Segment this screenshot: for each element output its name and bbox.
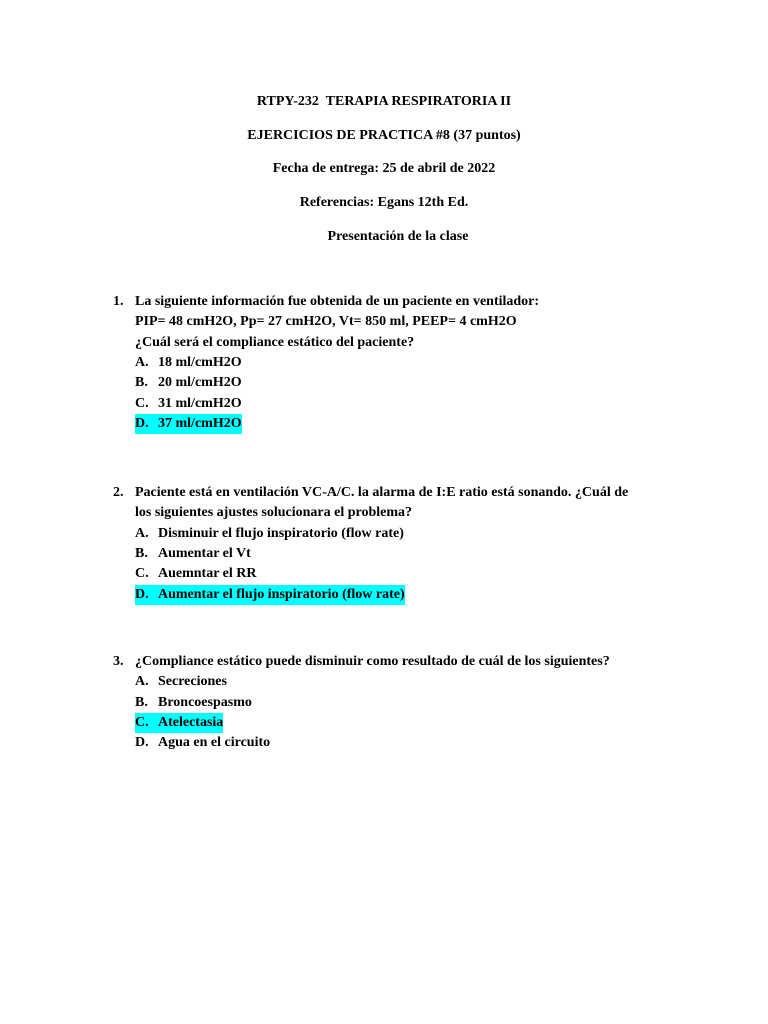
option-text: 20 ml/cmH2O <box>158 375 242 391</box>
option-text: 31 ml/cmH2O <box>158 395 242 411</box>
option-text: 18 ml/cmH2O <box>158 355 242 370</box>
question-1 <box>0 292 768 442</box>
question-text-line: Paciente está en ventilación VC-A/C. la alarma de I:E ratio está sonando. ¿Cuál de <box>135 485 629 500</box>
option-letter: B. <box>135 694 148 710</box>
option-letter: A. <box>135 355 149 370</box>
question-2 <box>0 483 768 613</box>
option-letter: B. <box>135 546 148 561</box>
highlighted-option-letter: D. <box>135 585 158 605</box>
question-number: 1. <box>113 294 124 309</box>
option-text: Secreciones <box>158 674 227 690</box>
option-text: Agua en el circuito <box>158 735 271 751</box>
assignment-title: EJERCICIOS DE PRACTICA #8 (37 puntos) <box>247 128 521 143</box>
question-text-line: La siguiente información fue obtenida de un paciente en ventilador: <box>135 294 540 309</box>
option-text: Disminuir el flujo inspiratorio (flow rate) <box>158 525 404 541</box>
option-letter: B. <box>135 375 148 391</box>
references: Referencias: Egans 12th Ed. <box>299 195 469 210</box>
highlighted-option-letter: C. <box>135 713 158 733</box>
question-number: 3. <box>113 654 124 669</box>
option-text: Auemntar el RR <box>158 566 257 582</box>
question-text-line: PIP= 48 cmH2O, Pp= 27 cmH2O, Vt= 850 ml, PEEP= 4 cmH2O <box>135 314 517 330</box>
presentation-note: Presentación de la clase <box>327 229 469 244</box>
highlighted-option-text: Atelectasia <box>158 713 223 733</box>
option-text: Aumentar el Vt <box>158 546 251 561</box>
question-number: 2. <box>113 485 124 500</box>
highlighted-option-letter: D. <box>135 414 158 434</box>
option-letter: A. <box>135 525 149 541</box>
question-text-line: ¿Cuál será el compliance estático del paciente? <box>135 334 415 350</box>
option-text: Broncoespasmo <box>158 694 252 710</box>
option-letter: D. <box>135 735 149 751</box>
option-letter: C. <box>135 395 149 411</box>
question-text-line: los siguientes ajustes solucionara el problema? <box>135 505 413 521</box>
option-letter: A. <box>135 674 149 690</box>
course-title: RTPY-232 TERAPIA RESPIRATORIA II <box>256 94 512 109</box>
highlighted-option-text: Aumentar el flujo inspiratorio (flow rate) <box>158 585 405 605</box>
due-date: Fecha de entrega: 25 de abril de 2022 <box>272 161 496 176</box>
question-text-line: ¿Compliance estático puede disminuir como resultado de cuál de los siguientes? <box>135 654 610 669</box>
highlighted-option-text: 37 ml/cmH2O <box>158 414 242 434</box>
option-letter: C. <box>135 566 149 582</box>
question-3 <box>0 652 768 762</box>
